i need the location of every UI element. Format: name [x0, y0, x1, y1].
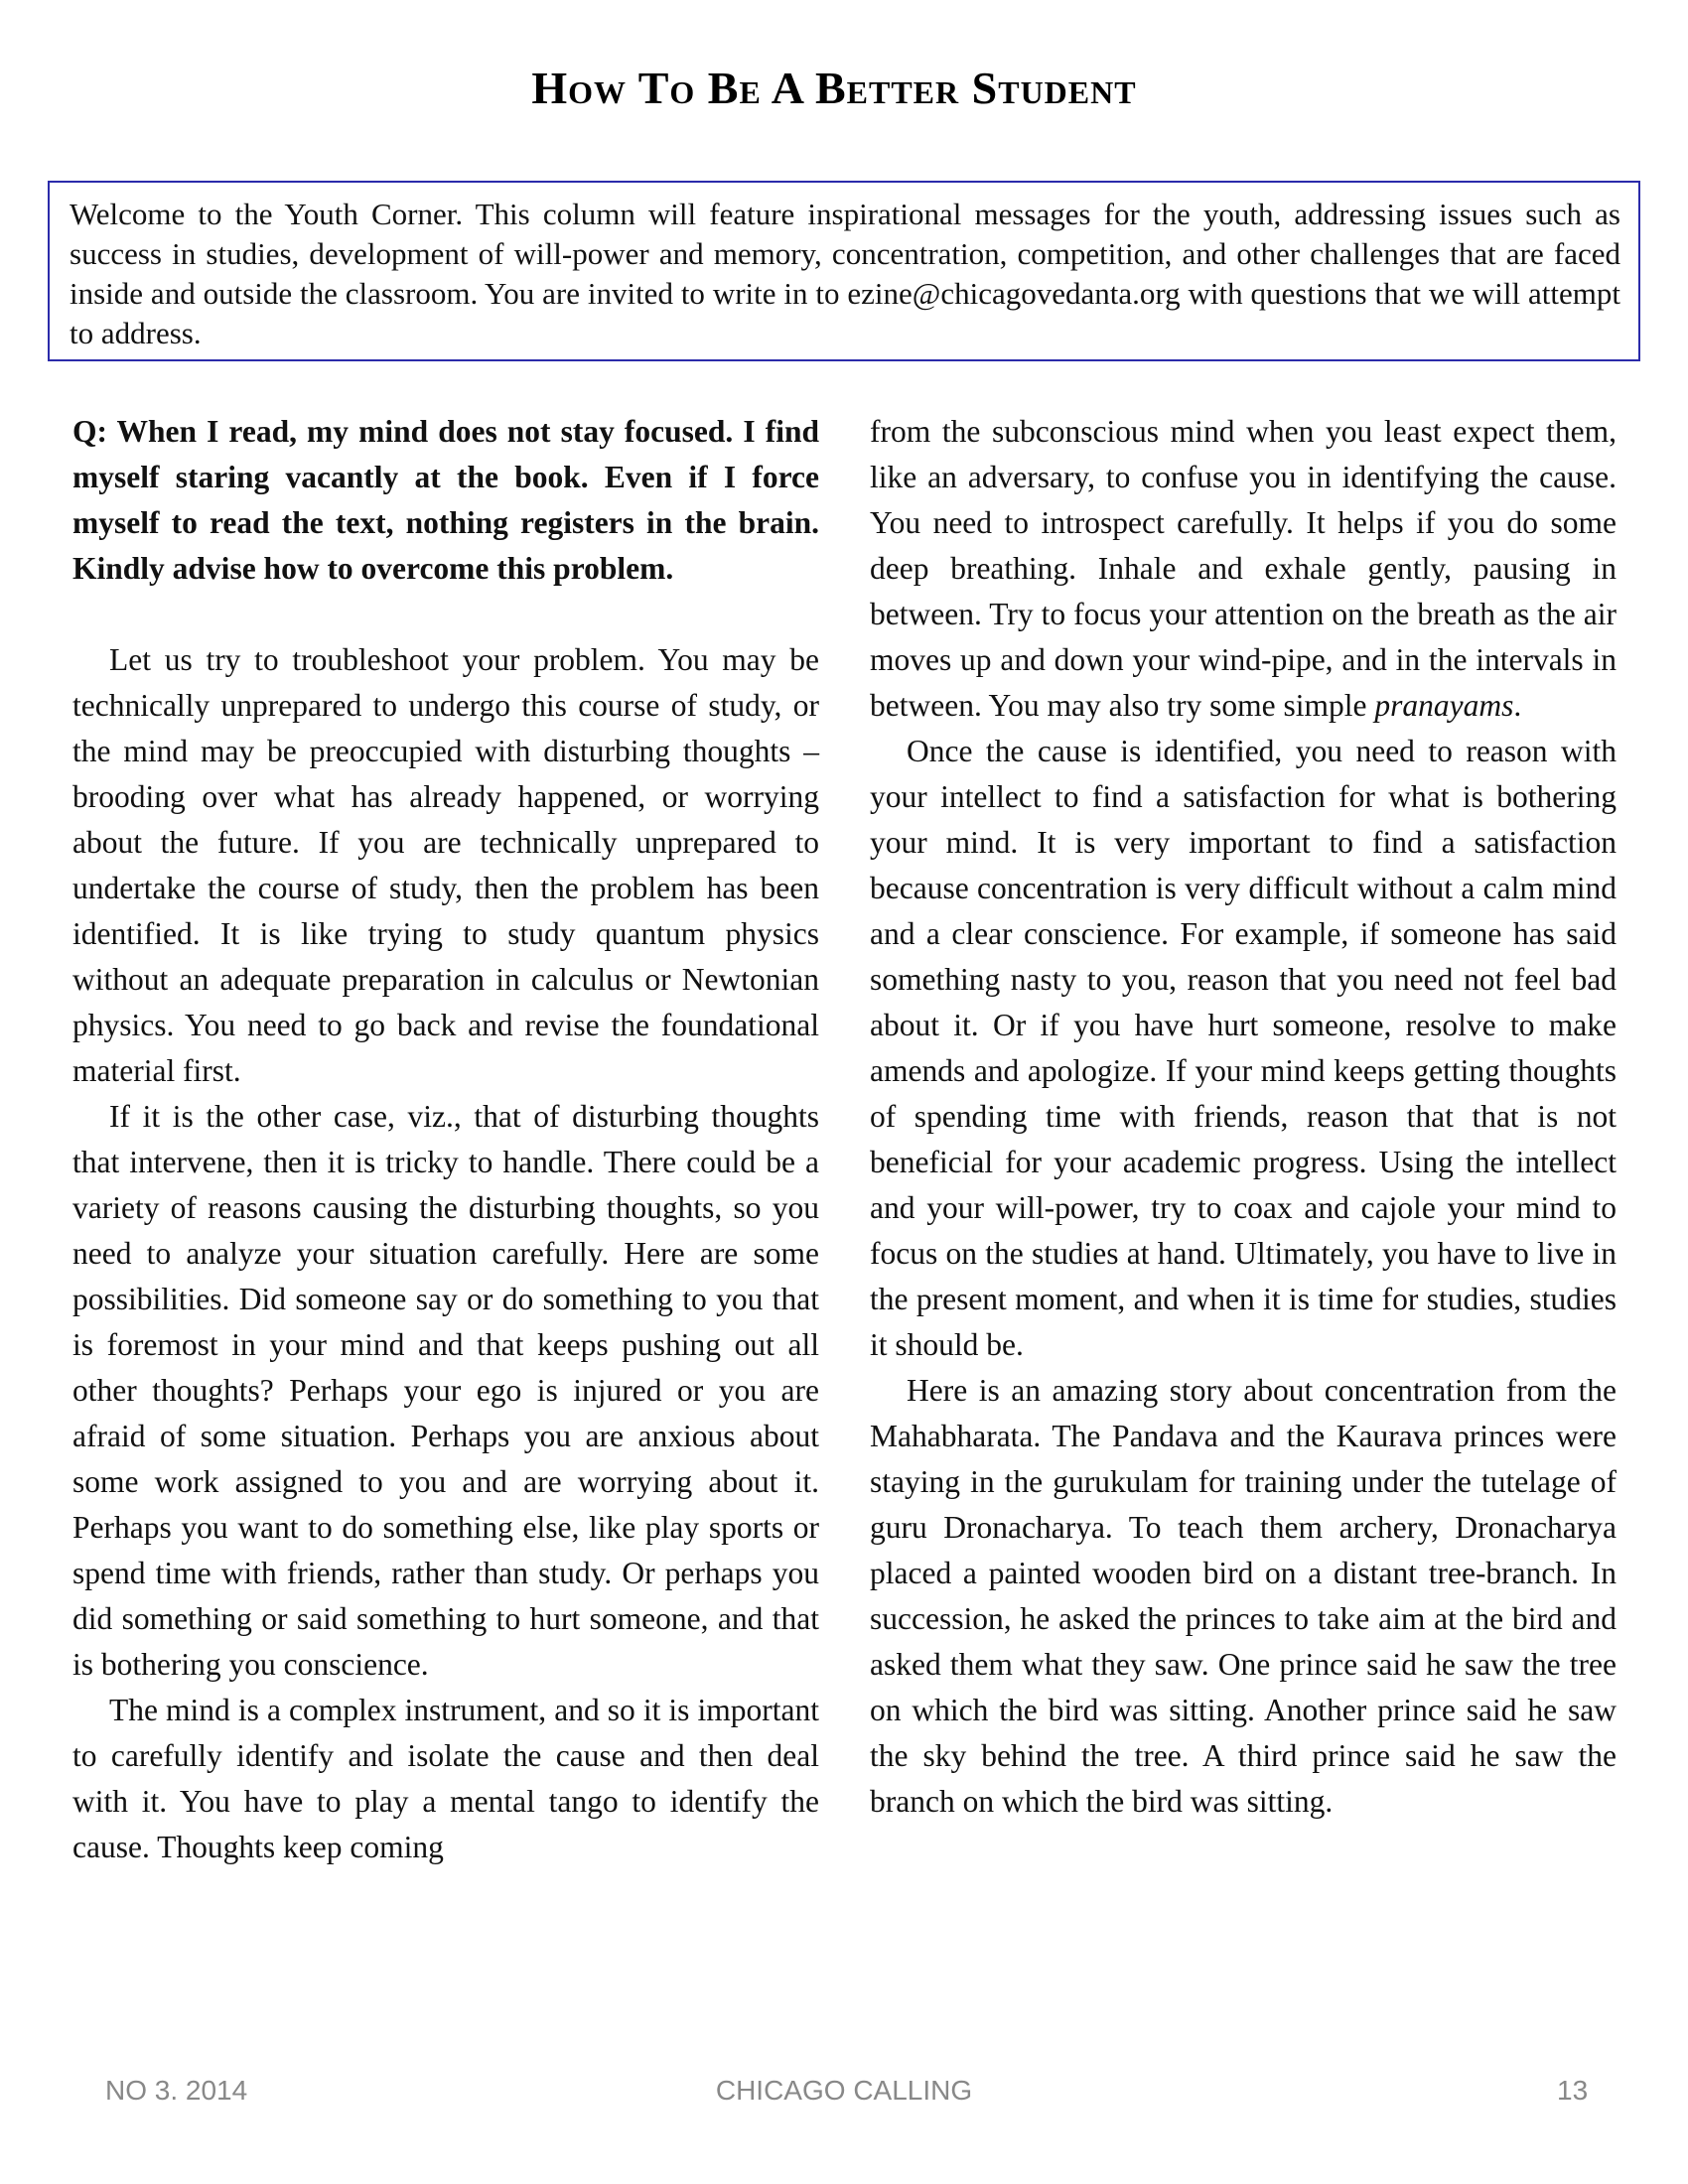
continued-paragraph: [870, 409, 1617, 729]
italic-term: pranayams: [1374, 688, 1514, 723]
page-title: How To Be A Better Student: [531, 63, 1137, 113]
continued-text: from the subconscious mind when you least expect them, like an adversary, to confuse you in identifying the cause. You need to introspect carefully. It helps if you do some deep breathing. Inhale and exhale gently, pausing in between. Try to focus your attention on the breath as the air moves up and down your wind-pipe, and in the intervals in between. You may also try some simple: [870, 414, 1617, 723]
continued-end: .: [1513, 688, 1522, 723]
question-text: Q: When I read, my mind does not stay focused. I find myself staring vacantly at the book. Even if I force myself to read the text, nothing registers in the brain. Kindly advise how to overcome this problem.: [72, 414, 819, 586]
footer-publication: CHICAGO CALLING: [715, 2075, 973, 2106]
paragraph: Let us try to troubleshoot your problem. You may be technically unprepared to undergo this course of study, or the mind may be preoccupied with disturbing thoughts – brooding over what has already happened, or worrying about the future. If you are technically unprepared to undertake the course of study, then the problem has been identified. It is like trying to study quantum physics without an adequate preparation in calculus or Newtonian physics. You need to go back and revise the foundational material first.: [72, 642, 819, 1088]
paragraph: Once the cause is identified, you need to reason with your intellect to find a satisfaction for what is bothering your mind. It is very important to find a satisfaction because concentration is very difficult without a calm mind and a clear conscience. For example, if someone has said something nasty to you, reason that you need not feel bad about it. Or if you have hurt someone, resolve to make amends and apologize. If your mind keeps getting thoughts of spending time with friends, reason that that is not beneficial for your academic progress. Using the intellect and your will-power, try to coax and cajole your mind to focus on the studies at hand. Ultimately, you have to live in the present moment, and when it is time for studies, studies it should be.: [870, 734, 1617, 1362]
right-column: [870, 409, 1617, 1825]
intro-box: Welcome to the Youth Corner. This column will feature inspirational messages for the youth, addressing issues such as success in studies, development of will-power and memory, concentration, competition, and other challenges that are faced inside and outside the classroom. You are invited to write in to ezine@chicagovedanta.org with questions that we will attempt to address.: [48, 181, 1640, 361]
footer-issue: NO 3. 2014: [105, 2075, 248, 2106]
paragraph: Here is an amazing story about concentration from the Mahabharata. The Pandava and the Kaurava princes were staying in the gurukulam for training under the tutelage of guru Dronacharya. To teach them archery, Dronacharya placed a painted wooden bird on a distant tree-branch. In succession, he asked the princes to take aim at the bird and asked them what they saw. One prince said he saw the tree on which the bird was sitting. Another prince said he saw the sky behind the tree. A third prince said he saw the branch on which the bird was sitting.: [870, 1373, 1617, 1819]
left-column: [72, 409, 819, 1870]
footer-page-number: 13: [1557, 2075, 1589, 2106]
paragraph: If it is the other case, viz., that of disturbing thoughts that intervene, then it is tricky to handle. There could be a variety of reasons causing the disturbing thoughts, so you need to analyze your situation carefully. Here are some possibilities. Did someone say or do something to you that is foremost in your mind and that keeps pushing out all other thoughts? Perhaps your ego is injured or you are afraid of some situation. Perhaps you are anxious about some work assigned to you and are worrying about it. Perhaps you want to do something else, like play sports or spend time with friends, rather than study. Or perhaps you did something or said something to hurt someone, and that is bothering you conscience.: [72, 1099, 819, 1682]
paragraph: The mind is a complex instrument, and so it is important to carefully identify and isolate the cause and then deal with it. You have to play a mental tango to identify the cause. Thoughts keep coming: [72, 1693, 819, 1864]
